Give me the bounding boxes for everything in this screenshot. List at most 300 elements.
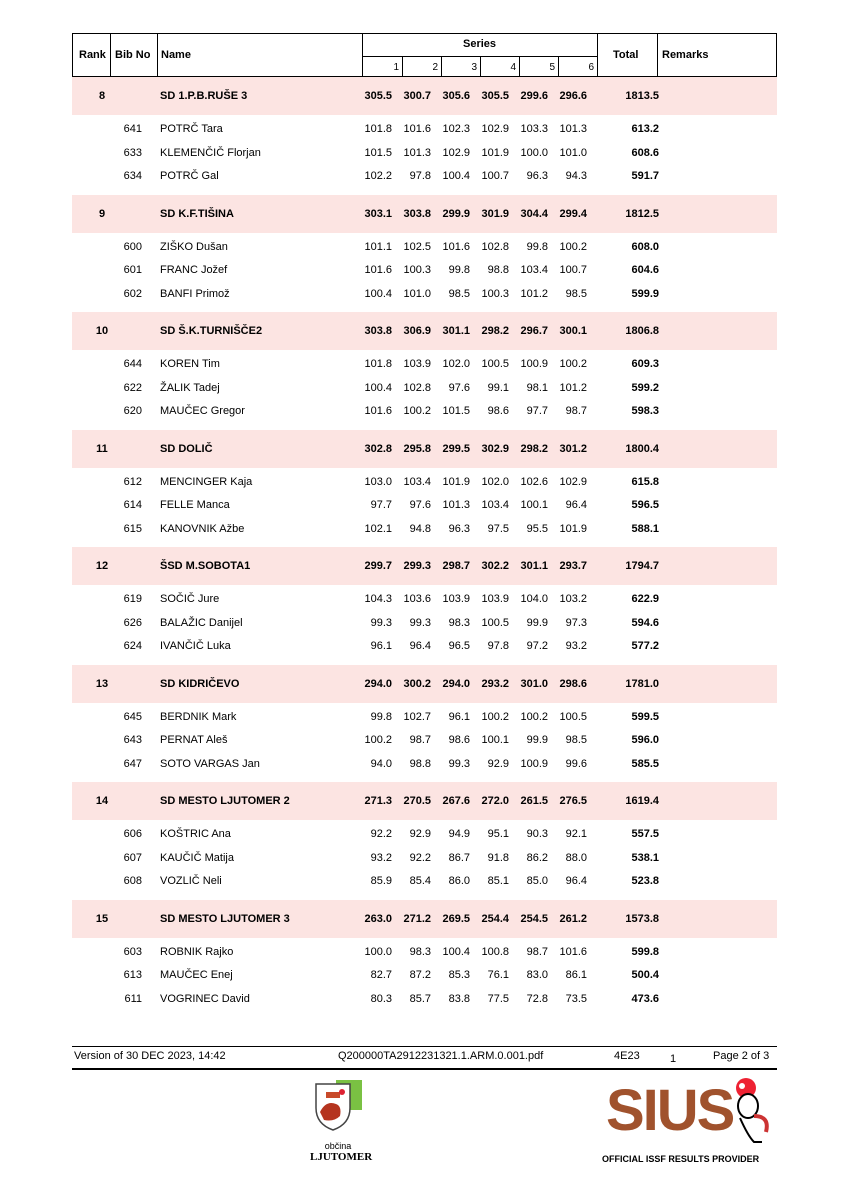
- athlete-series-score: 102.0: [442, 358, 470, 370]
- footer-divider-bottom: [72, 1068, 777, 1070]
- team-series-score: 295.8: [403, 442, 431, 455]
- athlete-series-score: 103.2: [559, 593, 587, 605]
- team-total: 1813.5: [625, 90, 659, 102]
- athlete-row: [72, 377, 777, 401]
- athlete-series-score: 100.2: [364, 734, 392, 746]
- athlete-series-score: 83.8: [448, 992, 470, 1005]
- athlete-series-score: 101.6: [364, 405, 392, 417]
- team-series-score: 302.9: [481, 442, 509, 455]
- athlete-series-score: 102.9: [559, 475, 587, 488]
- team-series-score: 306.9: [403, 325, 431, 337]
- athlete-series-score: 100.3: [481, 287, 509, 300]
- athlete-series-score: 100.5: [559, 710, 587, 723]
- athlete-series-score: 93.2: [370, 851, 392, 864]
- athlete-series-score: 72.8: [526, 992, 548, 1005]
- athlete-row: [72, 142, 777, 166]
- athlete-bib: 634: [123, 170, 142, 182]
- header-bib: Bib No: [115, 49, 151, 61]
- athlete-series-score: 100.3: [403, 264, 431, 276]
- athlete-series-score: 100.4: [364, 381, 392, 394]
- footer-version: Version of 30 DEC 2023, 14:42: [74, 1050, 226, 1062]
- athlete-row: [72, 471, 777, 495]
- athlete-series-score: 98.6: [487, 405, 509, 417]
- athlete-row: [72, 588, 777, 612]
- athlete-bib: 600: [123, 240, 142, 253]
- team-series-score: 298.6: [559, 677, 587, 690]
- athlete-series-score: 96.3: [526, 170, 548, 182]
- athlete-series-score: 97.3: [565, 616, 587, 629]
- athlete-series-score: 73.5: [565, 992, 587, 1005]
- athlete-series-score: 102.3: [442, 123, 470, 135]
- athlete-name: MENCINGER Kaja: [160, 475, 253, 488]
- team-series-score: 301.1: [442, 325, 470, 337]
- athlete-series-score: 98.1: [526, 381, 548, 394]
- athlete-series-score: 92.9: [409, 828, 431, 840]
- team-rank: 8: [98, 90, 106, 102]
- athlete-series-score: 99.1: [487, 381, 509, 394]
- athlete-series-score: 98.5: [565, 734, 587, 746]
- athlete-name: FELLE Manca: [160, 499, 230, 511]
- athlete-row: [72, 847, 777, 871]
- team-name: SD MESTO LJUTOMER 3: [160, 912, 290, 925]
- athlete-series-score: 100.7: [559, 264, 587, 276]
- athlete-series-score: 98.7: [565, 405, 587, 417]
- athlete-series-score: 92.2: [370, 828, 392, 840]
- athlete-bib: 614: [123, 499, 142, 511]
- team-series-score: 303.8: [364, 325, 392, 337]
- athlete-series-score: 96.1: [448, 710, 470, 723]
- athlete-name: VOZLIČ Neli: [160, 875, 222, 887]
- athlete-series-score: 98.7: [409, 734, 431, 746]
- athlete-total: 599.9: [631, 287, 659, 300]
- athlete-series-score: 82.7: [370, 969, 392, 981]
- athlete-bib: 601: [123, 264, 142, 276]
- athlete-series-score: 90.3: [526, 828, 548, 840]
- team-series-score: 302.2: [481, 560, 509, 572]
- team-name: SD KIDRIČEVO: [160, 677, 240, 690]
- athlete-series-score: 103.0: [364, 475, 392, 488]
- athlete-series-score: 98.3: [409, 945, 431, 958]
- athlete-total: 538.1: [631, 851, 659, 864]
- athlete-series-score: 95.5: [526, 522, 548, 535]
- athlete-bib: 645: [123, 710, 142, 723]
- athlete-total: 622.9: [631, 593, 659, 605]
- athlete-series-score: 100.9: [520, 358, 548, 370]
- athlete-bib: 619: [123, 593, 142, 605]
- athlete-series-score: 96.4: [409, 640, 431, 652]
- athlete-series-score: 102.2: [364, 170, 392, 182]
- athlete-series-score: 101.6: [442, 240, 470, 253]
- team-series-score: 299.7: [364, 560, 392, 572]
- athlete-series-score: 101.3: [559, 123, 587, 135]
- athlete-total: 557.5: [631, 828, 659, 840]
- athlete-series-score: 101.3: [442, 499, 470, 511]
- team-series-score: 301.2: [559, 442, 587, 455]
- footer-page: Page 2 of 3: [713, 1050, 770, 1062]
- athlete-row: [72, 870, 777, 894]
- header-series: Series: [463, 38, 497, 50]
- athlete-row: [72, 283, 777, 307]
- team-rank: 11: [96, 442, 108, 455]
- athlete-name: KAUČIČ Matija: [160, 851, 234, 864]
- team-total: 1812.5: [625, 207, 659, 220]
- athlete-series-score: 104.0: [520, 593, 548, 605]
- header-series-1: 1: [393, 62, 399, 73]
- team-series-score: 272.0: [481, 795, 509, 807]
- athlete-series-score: 100.9: [520, 757, 548, 770]
- header-rank: Rank: [79, 49, 106, 61]
- athlete-name: POTRČ Tara: [160, 123, 223, 135]
- team-rank: 12: [95, 560, 109, 572]
- team-series-score: 299.6: [520, 90, 548, 102]
- team-row: [72, 782, 777, 820]
- athlete-name: MAUČEC Enej: [160, 969, 233, 981]
- athlete-series-score: 101.0: [403, 287, 431, 300]
- athlete-series-score: 98.7: [526, 945, 548, 958]
- athlete-series-score: 86.1: [565, 969, 587, 981]
- athlete-series-score: 87.2: [409, 969, 431, 981]
- athlete-series-score: 92.9: [487, 757, 509, 770]
- athlete-row: [72, 118, 777, 142]
- athlete-series-score: 94.0: [370, 757, 392, 770]
- athlete-name: ZIŠKO Dušan: [160, 240, 228, 253]
- team-name: SD K.F.TIŠINA: [160, 207, 234, 220]
- athlete-series-score: 98.8: [409, 757, 431, 770]
- athlete-series-score: 102.7: [403, 710, 431, 723]
- athlete-series-score: 86.7: [448, 851, 470, 864]
- athlete-total: 599.2: [631, 381, 659, 394]
- athlete-series-score: 99.8: [526, 240, 548, 253]
- athlete-series-score: 96.1: [370, 640, 392, 652]
- athlete-bib: 603: [123, 945, 142, 958]
- athlete-series-score: 101.2: [559, 381, 587, 394]
- athlete-series-score: 104.3: [364, 593, 392, 605]
- footer-filename: Q200000TA2912231321.1.ARM.0.001.pdf: [338, 1050, 544, 1062]
- team-series-score: 299.5: [442, 442, 470, 455]
- header-remarks: Remarks: [662, 49, 709, 61]
- athlete-series-score: 76.1: [487, 969, 509, 981]
- athlete-row: [72, 236, 777, 260]
- athlete-series-score: 99.8: [370, 710, 392, 723]
- team-name: SD MESTO LJUTOMER 2: [160, 795, 290, 807]
- header-name: Name: [161, 49, 191, 61]
- team-total: 1781.0: [625, 677, 659, 690]
- team-row: [72, 547, 777, 585]
- athlete-bib: 612: [123, 475, 142, 488]
- athlete-bib: 633: [123, 146, 142, 159]
- athlete-series-score: 101.5: [364, 146, 392, 159]
- athlete-name: ŽALIK Tadej: [160, 381, 220, 394]
- athlete-series-score: 99.3: [448, 757, 470, 770]
- athlete-row: [72, 259, 777, 283]
- header-series-2: 2: [432, 62, 438, 73]
- athlete-series-score: 99.6: [565, 757, 587, 770]
- athlete-series-score: 103.4: [520, 264, 548, 276]
- athlete-series-score: 100.2: [559, 358, 587, 370]
- athlete-series-score: 83.0: [526, 969, 548, 981]
- team-series-score: 261.2: [559, 912, 587, 925]
- team-series-score: 293.7: [559, 560, 587, 572]
- athlete-name: SOČIČ Jure: [160, 593, 220, 605]
- team-series-score: 271.3: [364, 795, 392, 807]
- team-series-score: 300.1: [559, 325, 587, 337]
- athlete-series-score: 101.0: [559, 146, 587, 159]
- athlete-name: SOTO VARGAS Jan: [160, 757, 260, 770]
- athlete-series-score: 86.2: [526, 851, 548, 864]
- athlete-series-score: 85.1: [487, 875, 509, 887]
- athlete-name: KANOVNIK Ažbe: [160, 522, 245, 535]
- athlete-series-score: 100.0: [520, 146, 548, 159]
- athlete-row: [72, 518, 777, 542]
- athlete-series-score: 95.1: [487, 828, 509, 840]
- athlete-series-score: 96.5: [448, 640, 470, 652]
- athlete-series-score: 97.8: [409, 170, 431, 182]
- athlete-series-score: 99.3: [370, 616, 392, 629]
- athlete-bib: 641: [123, 123, 142, 135]
- athlete-series-score: 102.9: [442, 146, 470, 159]
- athlete-name: POTRČ Gal: [160, 170, 219, 182]
- athlete-series-score: 93.2: [565, 640, 587, 652]
- team-series-score: 271.2: [403, 912, 431, 925]
- results-table-body: [72, 77, 777, 1011]
- team-series-score: 303.1: [364, 207, 392, 220]
- athlete-row: [72, 400, 777, 424]
- team-series-score: 299.9: [442, 207, 470, 220]
- team-total: 1794.7: [625, 560, 659, 572]
- athlete-series-score: 99.3: [409, 616, 431, 629]
- athlete-total: 613.2: [631, 123, 659, 135]
- team-series-score: 301.9: [481, 207, 509, 220]
- team-row: [72, 900, 777, 938]
- team-series-score: 270.5: [403, 795, 431, 807]
- sius-wordmark: SIUS: [606, 1078, 734, 1143]
- athlete-series-score: 101.8: [364, 123, 392, 135]
- athlete-total: 608.6: [631, 146, 659, 159]
- athlete-series-score: 77.5: [487, 992, 509, 1005]
- athlete-series-score: 103.6: [403, 593, 431, 605]
- athlete-series-score: 100.5: [481, 616, 509, 629]
- athlete-series-score: 88.0: [565, 851, 587, 864]
- athlete-series-score: 96.3: [448, 522, 470, 535]
- athlete-series-score: 101.9: [559, 522, 587, 535]
- athlete-row: [72, 353, 777, 377]
- team-series-score: 301.1: [520, 560, 548, 572]
- team-series-score: 276.5: [559, 795, 587, 807]
- athlete-total: 598.3: [631, 405, 659, 417]
- athlete-total: 609.3: [631, 358, 659, 370]
- athlete-series-score: 103.9: [403, 358, 431, 370]
- team-series-score: 254.5: [520, 912, 548, 925]
- athlete-name: KOŠTRIC Ana: [160, 828, 231, 840]
- athlete-series-score: 100.8: [481, 945, 509, 958]
- athlete-bib: 626: [123, 616, 142, 629]
- athlete-series-score: 101.3: [403, 146, 431, 159]
- athlete-name: PERNAT Aleš: [160, 734, 228, 746]
- athlete-series-score: 86.0: [448, 875, 470, 887]
- team-row: [72, 77, 777, 115]
- team-series-score: 301.0: [520, 677, 548, 690]
- athlete-series-score: 101.9: [442, 475, 470, 488]
- athlete-bib: 613: [123, 969, 142, 981]
- athlete-series-score: 101.1: [364, 240, 392, 253]
- athlete-bib: 647: [123, 757, 142, 770]
- athlete-bib: 644: [123, 358, 142, 370]
- athlete-series-score: 101.6: [403, 123, 431, 135]
- athlete-total: 577.2: [631, 640, 659, 652]
- team-series-score: 304.4: [520, 207, 548, 220]
- team-total: 1573.8: [625, 912, 659, 925]
- athlete-series-score: 97.7: [370, 499, 392, 511]
- athlete-series-score: 94.8: [409, 522, 431, 535]
- team-series-score: 269.5: [442, 912, 470, 925]
- athlete-series-score: 92.2: [409, 851, 431, 864]
- athlete-total: 608.0: [631, 240, 659, 253]
- team-series-score: 300.7: [403, 90, 431, 102]
- athlete-series-score: 101.2: [520, 287, 548, 300]
- ljutomer-crest-icon: [310, 1078, 366, 1138]
- header-series-6: 6: [588, 62, 594, 73]
- team-series-score: 300.2: [403, 677, 431, 690]
- athlete-bib: 624: [123, 640, 142, 652]
- athlete-name: KLEMENČIČ Florjan: [160, 146, 261, 159]
- athlete-series-score: 94.9: [448, 828, 470, 840]
- athlete-series-score: 98.3: [448, 616, 470, 629]
- athlete-row: [72, 941, 777, 965]
- athlete-name: BALAŽIC Danijel: [160, 616, 243, 629]
- athlete-series-score: 85.4: [409, 875, 431, 887]
- athlete-series-score: 102.6: [520, 475, 548, 488]
- team-rank: 10: [95, 325, 109, 337]
- team-row: [72, 665, 777, 703]
- athlete-series-score: 101.9: [481, 146, 509, 159]
- athlete-row: [72, 753, 777, 777]
- header-series-5: 5: [549, 62, 555, 73]
- athlete-series-score: 94.3: [565, 170, 587, 182]
- athlete-series-score: 98.6: [448, 734, 470, 746]
- team-series-score: 263.0: [364, 912, 392, 925]
- athlete-series-score: 97.8: [487, 640, 509, 652]
- athlete-series-score: 101.6: [364, 264, 392, 276]
- athlete-series-score: 101.8: [364, 358, 392, 370]
- athlete-row: [72, 612, 777, 636]
- athlete-name: VOGRINEC David: [160, 992, 250, 1005]
- footer-number: 1: [670, 1053, 677, 1065]
- athlete-series-score: 102.1: [364, 522, 392, 535]
- footer-code: 4E23: [614, 1050, 640, 1062]
- athlete-name: FRANC Jožef: [160, 264, 228, 276]
- header-series-4: 4: [510, 62, 516, 73]
- athlete-series-score: 97.6: [448, 381, 470, 394]
- team-series-score: 298.2: [481, 325, 509, 337]
- team-series-score: 298.2: [520, 442, 548, 455]
- team-series-score: 296.6: [559, 90, 587, 102]
- athlete-series-score: 99.8: [448, 264, 470, 276]
- athlete-series-score: 99.9: [526, 734, 548, 746]
- athlete-series-score: 103.9: [442, 593, 470, 605]
- athlete-series-score: 103.4: [403, 475, 431, 488]
- athlete-series-score: 100.2: [403, 405, 431, 417]
- athlete-series-score: 101.5: [442, 405, 470, 417]
- athlete-series-score: 97.6: [409, 499, 431, 511]
- team-series-score: 305.5: [364, 90, 392, 102]
- athlete-series-score: 91.8: [487, 851, 509, 864]
- athlete-row: [72, 165, 777, 189]
- athlete-series-score: 100.2: [559, 240, 587, 253]
- team-name: SD DOLIČ: [160, 442, 213, 455]
- athlete-total: 604.6: [631, 264, 659, 276]
- athlete-series-score: 103.3: [520, 123, 548, 135]
- athlete-series-score: 102.8: [481, 240, 509, 253]
- athlete-row: [72, 988, 777, 1012]
- team-series-score: 267.6: [442, 795, 470, 807]
- ljutomer-logo-bottom: LJUTOMER: [310, 1151, 373, 1163]
- athlete-series-score: 97.5: [487, 522, 509, 535]
- team-series-score: 293.2: [481, 677, 509, 690]
- athlete-series-score: 99.9: [526, 616, 548, 629]
- athlete-series-score: 98.8: [487, 264, 509, 276]
- team-series-score: 298.7: [442, 560, 470, 572]
- athlete-name: MAUČEC Gregor: [160, 405, 245, 417]
- athlete-row: [72, 964, 777, 988]
- team-name: SD 1.P.B.RUŠE 3: [160, 90, 248, 102]
- athlete-series-score: 97.2: [526, 640, 548, 652]
- header-total: Total: [613, 49, 639, 61]
- team-name: SD Š.K.TURNIŠČE2: [160, 325, 263, 337]
- team-series-score: 261.5: [520, 795, 548, 807]
- footer-divider-top: [72, 1046, 777, 1047]
- athlete-series-score: 102.9: [481, 123, 509, 135]
- athlete-series-score: 102.5: [403, 240, 431, 253]
- athlete-name: ROBNIK Rajko: [160, 945, 234, 958]
- athlete-bib: 602: [123, 287, 142, 300]
- athlete-row: [72, 494, 777, 518]
- athlete-total: 599.8: [631, 945, 659, 958]
- athlete-series-score: 98.5: [565, 287, 587, 300]
- athlete-bib: 620: [123, 405, 142, 417]
- athlete-total: 473.6: [631, 992, 659, 1005]
- athlete-series-score: 85.7: [409, 992, 431, 1005]
- athlete-series-score: 100.4: [364, 287, 392, 300]
- athlete-series-score: 103.4: [481, 499, 509, 511]
- athlete-series-score: 80.3: [370, 992, 392, 1005]
- team-total: 1806.8: [625, 325, 659, 337]
- team-series-score: 254.4: [481, 912, 509, 925]
- athlete-series-score: 100.4: [442, 170, 470, 182]
- athlete-series-score: 85.3: [448, 969, 470, 981]
- athlete-series-score: 101.6: [559, 945, 587, 958]
- athlete-total: 594.6: [631, 616, 659, 629]
- athlete-total: 585.5: [631, 757, 659, 770]
- athlete-bib: 607: [123, 851, 142, 864]
- team-rank: 15: [95, 912, 109, 925]
- athlete-series-score: 100.0: [364, 945, 392, 958]
- athlete-series-score: 103.9: [481, 593, 509, 605]
- team-series-score: 294.0: [442, 677, 470, 690]
- team-rank: 9: [98, 207, 106, 220]
- athlete-total: 615.8: [631, 475, 659, 488]
- athlete-series-score: 85.9: [370, 875, 392, 887]
- athlete-total: 596.5: [631, 499, 659, 511]
- athlete-bib: 611: [124, 992, 142, 1005]
- team-series-score: 299.4: [559, 207, 587, 220]
- athlete-series-score: 96.4: [565, 875, 587, 887]
- team-row: [72, 195, 777, 233]
- athlete-total: 523.8: [631, 875, 659, 887]
- athlete-bib: 608: [123, 875, 142, 887]
- athlete-name: KOREN Tim: [160, 358, 220, 370]
- athlete-series-score: 100.4: [442, 945, 470, 958]
- athlete-series-score: 98.5: [448, 287, 470, 300]
